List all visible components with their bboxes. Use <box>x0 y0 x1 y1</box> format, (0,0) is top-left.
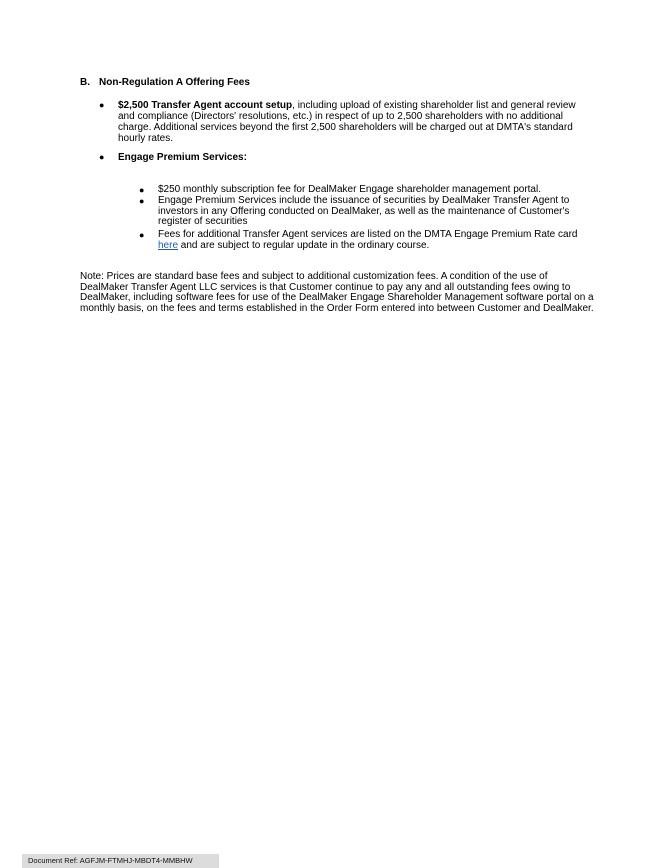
bullet-bold-text: $2,500 Transfer Agent account setup <box>118 100 293 111</box>
bullet-glyph: ● <box>99 100 105 110</box>
section-title: Non-Regulation A Offering Fees <box>99 77 250 88</box>
sub-bullet-glyph: ● <box>139 196 145 206</box>
section-heading <box>80 77 250 89</box>
section-letter: B. <box>80 77 90 88</box>
sub-bullet-text: Engage Premium Services include the issuance of securities by DealMaker Transfer Agent to investors in any Offering conducted on DealMaker, as well as the maintenance of Customer's register of securities <box>158 195 570 227</box>
sub-bullet-text-after: and are subject to regular update in the ordinary course. <box>178 239 430 251</box>
sub-bullet-additional-fees <box>139 229 590 251</box>
bullet-engage-premium <box>99 152 578 163</box>
sub-bullet-text: $250 monthly subscription fee for DealMaker Engage shareholder management portal. <box>158 184 541 195</box>
document-ref-footer: Document Ref: AGFJM-FTMHJ-MBDT4-MMBHW <box>22 854 219 868</box>
sub-bullet-subscription-fee <box>139 184 590 196</box>
sub-bullet-glyph: ● <box>139 185 145 195</box>
bullet-body-text: , including upload of existing shareholder list and general review and compliance (Directors' resolutions, etc.) in respect of up to 2,500 shareholders with no additional charge. Additional services beyond the first 2,500 shareholders will be charged out at DMTA's standard hourly rates. <box>118 100 576 144</box>
rate-card-link[interactable]: here <box>158 239 179 251</box>
sub-bullet-premium-services <box>139 195 590 228</box>
sub-bullet-glyph: ● <box>139 230 145 240</box>
bullet-transfer-agent-setup <box>99 100 578 144</box>
pricing-note: Note: Prices are standard base fees and subject to additional customization fees. A condition of the use of DealMaker Transfer Agent LLC services is that Customer continue to pay any and all outstanding fees owing to DealMaker, including software fees for use of the DealMaker Engage Shareholder Management software portal on a monthly basis, on the fees and terms established in the Order Form entered into between Customer and DealMaker. <box>80 271 594 314</box>
bullet-bold-text: Engage Premium Services: <box>118 152 247 163</box>
bullet-glyph: ● <box>99 152 105 162</box>
sub-bullet-text-before: Fees for additional Transfer Agent services are listed on the DMTA Engage Premium Rate card <box>158 229 578 240</box>
